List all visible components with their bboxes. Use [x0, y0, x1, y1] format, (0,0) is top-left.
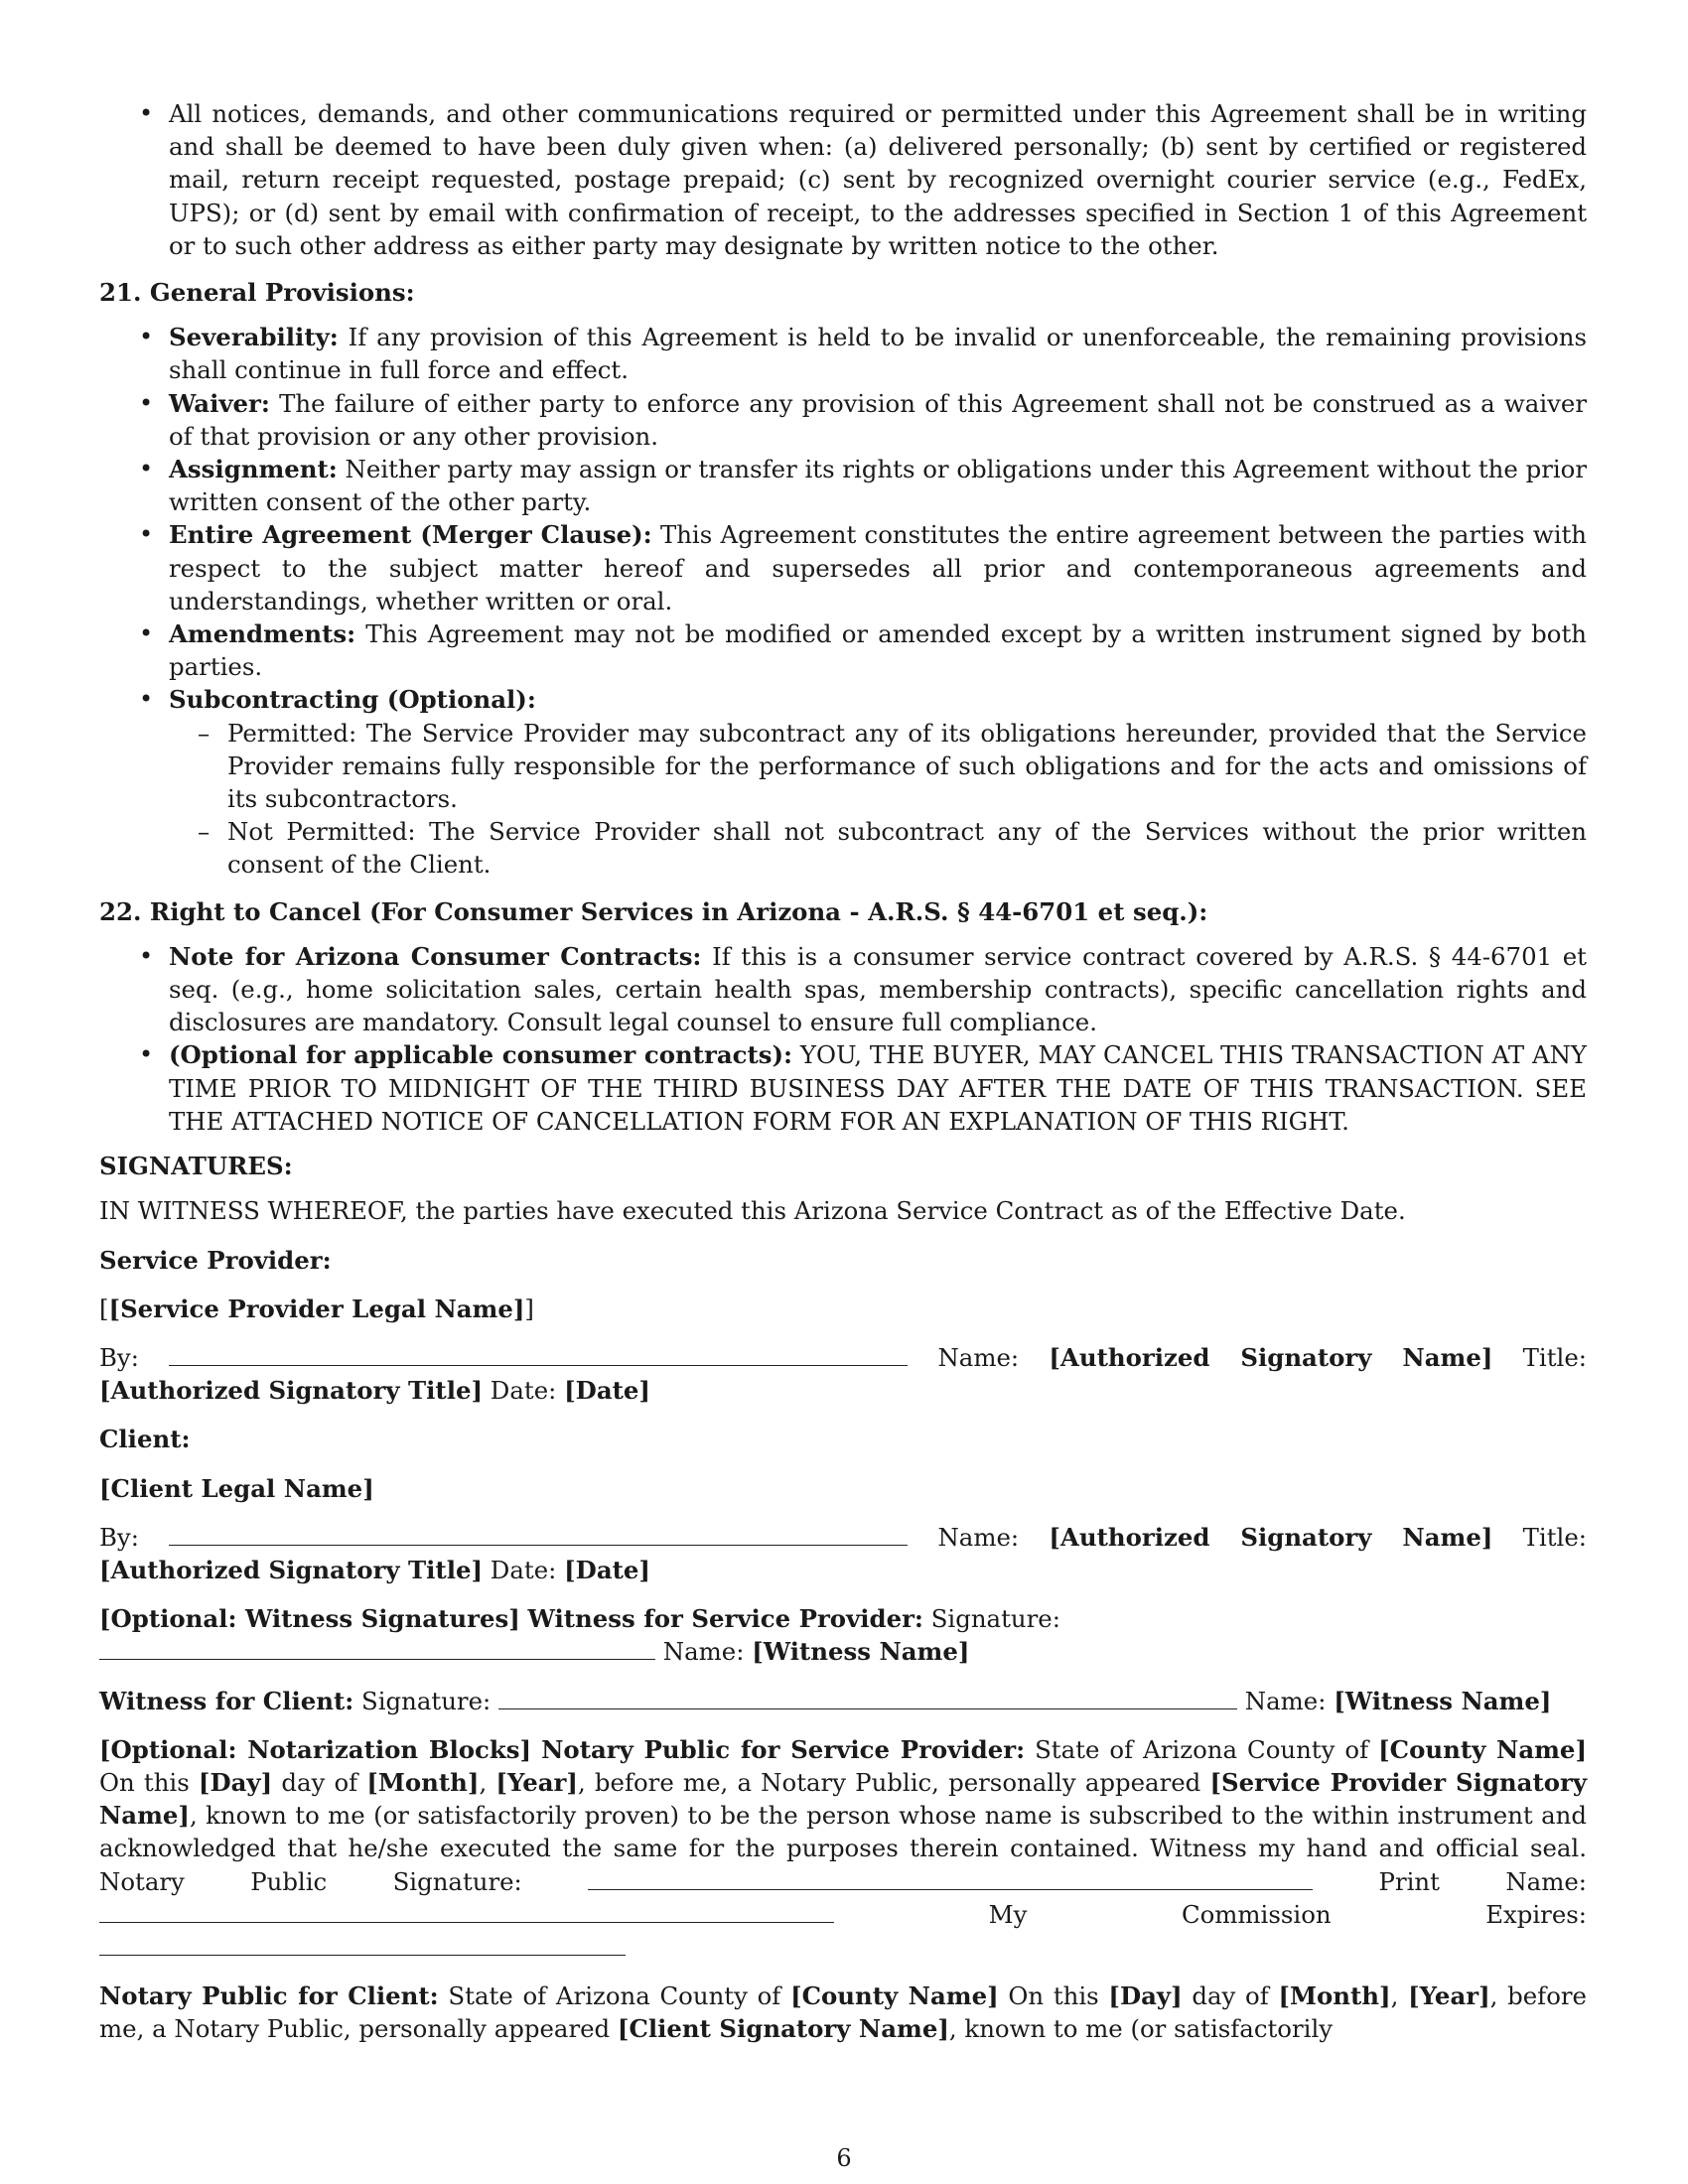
notary-year: [Year] — [495, 1767, 578, 1797]
sp-legal-name-line: [[Service Provider Legal Name]] — [99, 1294, 534, 1323]
sp-auth-title: [Authorized Signatory Title] — [99, 1376, 484, 1406]
assignment-text: Neither party may assign or transfer its rights or obligations under this Agreement without the prior written consent of the other party. — [169, 455, 1587, 517]
witness-client-label: Witness for Client: — [99, 1686, 354, 1715]
notary-day-of: day of — [272, 1767, 367, 1797]
amendments-label: Amendments: — [169, 619, 356, 649]
notary-on-this: On this — [998, 1981, 1109, 2011]
subcontract-permitted: – Permitted: The Service Provider may subcontract any of its obligations hereunder, provided that the Service Provider remains fully responsible for the performance of such obligations and for the acts and omissions of its subcontractors. — [169, 717, 1587, 816]
notary-sp-signature-line[interactable] — [588, 1867, 1313, 1890]
optional-text: YOU, THE BUYER, MAY CANCEL THIS TRANSACTION AT ANY TIME PRIOR TO MIDNIGHT OF THE THIRD BUSINESS DAY AFTER THE DATE OF THIS TRANSACTION. SEE THE ATTACHED NOTICE OF CANCELLATION FORM FOR AN EXPLANATION OF THIS RIGHT. — [169, 1040, 1588, 1136]
client-auth-title: [Authorized Signatory Title] — [99, 1555, 484, 1584]
sp-legal-name: [Service Provider Legal Name] — [108, 1294, 525, 1323]
notary-day: [Day] — [1108, 1981, 1183, 2011]
by-label: By: — [99, 1342, 139, 1372]
witness-sp-name: [Witness Name] — [752, 1637, 970, 1667]
list-item — [99, 940, 1587, 1039]
name-label: Name: — [662, 1637, 745, 1667]
section-22-heading: 22. Right to Cancel (For Consumer Services in Arizona - A.R.S. § 44-6701 et seq.): — [99, 896, 1208, 926]
section-21-heading: 21. General Provisions: — [99, 278, 415, 308]
notary-sp-label: Notary Public for Service Provider: — [541, 1734, 1026, 1764]
signature-label: Signature: — [930, 1604, 1060, 1634]
list-item — [99, 518, 1587, 617]
notary-known-text: , known to me (or satisfactorily proven) to be the person whose name is subscribed to the within instrument and acknowledged that he/she executed the same for the purposes therein contained. Witness my hand and official seal. Notary Public Signature: — [99, 1801, 1587, 1896]
name-label: Name: — [937, 1522, 1020, 1552]
notary-month: [Month] — [366, 1767, 480, 1797]
amendments-text: This Agreement may not be modified or amended except by a written instrument signed by both parties. — [169, 619, 1587, 682]
subcontracting-options — [169, 717, 1587, 882]
assignment-label: Assignment: — [169, 455, 338, 484]
notary-state-text: State of Arizona County of — [438, 1981, 791, 2011]
notary-print-name: Print Name: — [1313, 1866, 1587, 1896]
notary-month: [Month] — [1278, 1981, 1391, 2011]
witness-optional-label: [Optional: Witness Signatures] — [99, 1604, 520, 1634]
notary-sp-commission-line[interactable] — [99, 1933, 626, 1956]
general-provisions-list — [99, 321, 1587, 881]
witness-sp-signature-line[interactable] — [99, 1637, 655, 1660]
sp-signature-block — [99, 1341, 1587, 1407]
note-label: Note for Arizona Consumer Contracts: — [169, 941, 702, 971]
client-signature-block — [99, 1521, 1587, 1586]
name-label: Name: — [1244, 1686, 1327, 1715]
notary-day: [Day] — [198, 1767, 273, 1797]
notary-comma: , — [479, 1767, 496, 1797]
severability-label: Severability: — [169, 323, 339, 352]
client-legal-name: [Client Legal Name] — [99, 1473, 374, 1503]
client-label: Client: — [99, 1425, 191, 1454]
notary-before-me: , before me, a Notary Public, personally appeared — [99, 1981, 1587, 2044]
list-item — [99, 617, 1587, 683]
name-label: Name: — [937, 1342, 1020, 1372]
witness-sp-block — [99, 1602, 1587, 1668]
page-number: 6 — [836, 2144, 852, 2172]
notary-day-of: day of — [1182, 1981, 1279, 2011]
notary-state-text: State of Arizona County of — [1025, 1734, 1379, 1764]
signatures-heading: SIGNATURES: — [99, 1152, 293, 1181]
notary-commission: My Commission Expires: — [834, 1899, 1587, 1929]
list-item — [99, 453, 1587, 518]
by-label: By: — [99, 1522, 139, 1552]
witness-sp-label: Witness for Service Provider: — [527, 1604, 923, 1634]
client-auth-name: [Authorized Signatory Name] — [1049, 1522, 1493, 1552]
severability-text: If any provision of this Agreement is held to be invalid or unenforceable, the remaining provisions shall continue in full force and effect. — [169, 323, 1587, 385]
sp-label: Service Provider: — [99, 1245, 332, 1275]
notary-optional-label: [Optional: Notarization Blocks] — [99, 1734, 532, 1764]
client-signature-line[interactable] — [169, 1523, 908, 1546]
sp-signature-line[interactable] — [169, 1343, 908, 1366]
date-label: Date: — [490, 1376, 557, 1406]
notary-client-block — [99, 1979, 1587, 2045]
notary-client-label: Notary Public for Client: — [99, 1981, 439, 2011]
subcontract-not-permitted: – Not Permitted: The Service Provider shall not subcontract any of the Services without the prior written consent of the Client. — [169, 815, 1587, 881]
notary-sp-print-line[interactable] — [99, 1900, 834, 1923]
notary-before-me: , before me, a Notary Public, personally appeared — [577, 1767, 1210, 1797]
notary-county: [County Name] — [790, 1981, 999, 2011]
sp-date: [Date] — [564, 1376, 650, 1406]
notices-list — [99, 97, 1587, 262]
witness-client-signature-line[interactable] — [498, 1687, 1237, 1709]
notary-sp-signatory: [Service Provider Signatory Name] — [99, 1767, 1587, 1831]
document-page — [99, 97, 1587, 2046]
list-item — [99, 683, 1587, 881]
client-date: [Date] — [564, 1555, 650, 1584]
notary-comma: , — [1390, 1981, 1409, 2011]
note-text: If this is a consumer service contract covered by A.R.S. § 44-6701 et seq. (e.g., home solicitation sales, certain health spas, membership contracts), specific cancellation rights and disclosures are mandatory. Consult legal counsel to ensure full compliance. — [169, 941, 1587, 1037]
waiver-label: Waiver: — [169, 388, 270, 418]
subcontracting-label: Subcontracting (Optional): — [169, 685, 536, 715]
waiver-text: The failure of either party to enforce any provision of this Agreement shall not be construed as a waiver of that provision or any other provision. — [169, 388, 1587, 451]
title-label: Title: — [1522, 1522, 1587, 1552]
witness-clause: IN WITNESS WHEREOF, the parties have executed this Arizona Service Contract as of the Effective Date. — [99, 1196, 1406, 1226]
notary-sp-block — [99, 1733, 1587, 1964]
notary-client-signatory: [Client Signatory Name] — [617, 2014, 949, 2044]
signature-label: Signature: — [361, 1686, 492, 1715]
date-label: Date: — [490, 1555, 557, 1584]
notary-on-this: On this — [99, 1767, 199, 1797]
title-label: Title: — [1522, 1342, 1587, 1372]
client-legal-name-line — [99, 1472, 1587, 1505]
notary-county: [County Name] — [1378, 1734, 1587, 1764]
list-item — [99, 1038, 1587, 1138]
notary-year: [Year] — [1408, 1981, 1490, 2011]
witness-client-name: [Witness Name] — [1334, 1686, 1552, 1715]
entire-agreement-label: Entire Agreement (Merger Clause): — [169, 520, 652, 550]
notices-item: • All notices, demands, and other communications required or permitted under this Agreement shall be in writing and shall be deemed to have been duly given when: (a) delivered personally; (b) sent by certified or registered mail, return receipt requested, postage prepaid; (c) sent by recognized overnight courier service (e.g., FedEx, UPS); or (d) sent by email with confirmation of receipt, to the addresses specified in Section 1 of this Agreement or to such other address as either party may designate by written notice to the other. — [99, 97, 1587, 262]
sp-auth-name: [Authorized Signatory Name] — [1049, 1342, 1493, 1372]
notary-client-known: , known to me (or satisfactorily — [948, 2014, 1334, 2044]
list-item — [99, 321, 1587, 386]
optional-label: (Optional for applicable consumer contracts): — [169, 1040, 793, 1070]
witness-client-block — [99, 1685, 1587, 1717]
right-to-cancel-list — [99, 940, 1587, 1138]
entire-agreement-text: This Agreement constitutes the entire agreement between the parties with respect to the subject matter hereof and supersedes all prior and contemporaneous agreements and understandings, whether written or oral. — [169, 520, 1588, 615]
list-item — [99, 387, 1587, 453]
